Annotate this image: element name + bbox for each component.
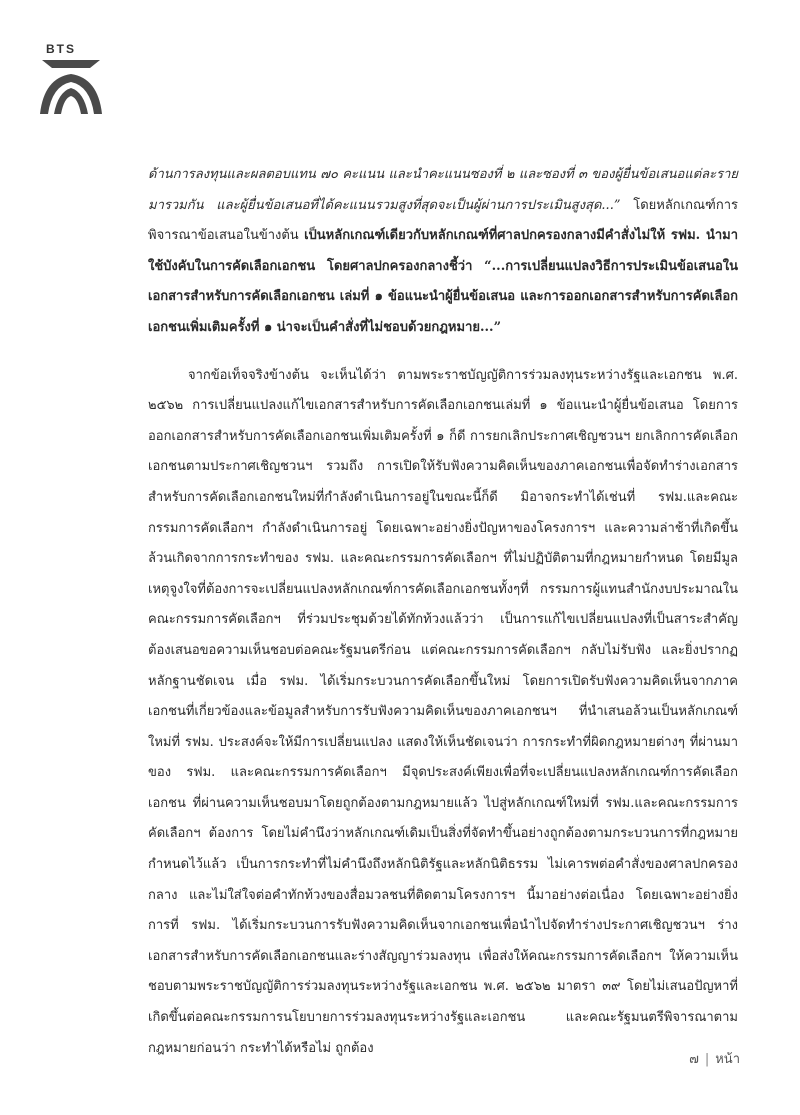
bts-emblem-icon bbox=[38, 56, 104, 118]
page-footer bbox=[689, 1048, 740, 1069]
page-number: ๗ bbox=[689, 1052, 699, 1067]
footer-separator: | bbox=[704, 1052, 710, 1067]
page-label: หน้า bbox=[715, 1052, 740, 1067]
document-body bbox=[148, 160, 738, 1064]
bold-court-statement: เป็นหลักเกณฑ์เดียวกับหลักเกณฑ์ที่ศาลปกครองกลางมีคำสั่งไม่ให้ รฟม. นำมาใช้บังคับในการคัดเลือกเอกชน โดยศาลปกครองกลางชี้ว่า “...การเปลี่ยนแปลงวิธีการประเมินข้อเสนอในเอกสารสำหรับการคัดเลือกเอกชน เล่มที่ ๑ ข้อแนะนำผู้ยื่นข้อเสนอ และการออกเอกสารสำหรับการคัดเลือกเอกชนเพิ่มเติมครั้งที่ ๑ น่าจะเป็นคำสั่งที่ไม่ชอบด้วยกฎหมาย...” bbox=[148, 228, 739, 335]
logo-text: BTS bbox=[46, 42, 76, 56]
quote-paragraph bbox=[148, 160, 738, 344]
quote-intro-text: โดยหลักเกณฑ์การพิจารณาข้อเสนอในข้างต้น bbox=[148, 197, 738, 244]
italic-quote: ด้านการลงทุนและผลตอบแทน ๗๐ คะแนน และนำคะแนนซองที่ ๒ และซองที่ ๓ ของผู้ยื่นข้อเสนอแต่ละรายมารวมกัน และผู้ยื่นข้อเสนอที่ได้คะแนนรวมสูงที่สุดจะเป็นผู้ผ่านการประเมินสูงสุด...” bbox=[148, 167, 738, 213]
body-paragraph: จากข้อเท็จจริงข้างต้น จะเห็นได้ว่า ตามพระราชบัญญัติการร่วมลงทุนระหว่างรัฐและเอกชน พ.ศ. ๒๕๖๒ การเปลี่ยนแปลงแก้ไขเอกสารสำหรับการคัดเลือกเอกชนเล่มที่ ๑ ข้อแนะนำผู้ยื่นข้อเสนอ โดยการออกเอกสารสำหรับการคัดเลือกเอกชนเพิ่มเติมครั้งที่ ๑ ก็ดี การยกเลิกประกาศเชิญชวนฯ ยกเลิกการคัดเลือกเอกชนตามประกาศเชิญชวนฯ รวมถึง การเปิดให้รับฟังความคิดเห็นของภาคเอกชนเพื่อจัดทำร่างเอกสารสำหรับการคัดเลือกเอกชนใหม่ที่กำลังดำเนินการอยู่ในขณะนี้ก็ดี มิอาจกระทำได้เช่นที่ รฟม.และคณะกรรมการคัดเลือกฯ กำลังดำเนินการอยู่ โดยเฉพาะอย่างยิ่งปัญหาของโครงการฯ และความล่าช้าที่เกิดขึ้น ล้วนเกิดจากการกระทำของ รฟม. และคณะกรรมการคัดเลือกฯ ที่ไม่ปฏิบัติตามที่กฎหมายกำหนด โดยมีมูลเหตุจูงใจที่ต้องการจะเปลี่ยนแปลงหลักเกณฑ์การคัดเลือกเอกชนทั้งๆที่ กรรมการผู้แทนสำนักงบประมาณในคณะกรรมการคัดเลือกฯ ที่ร่วมประชุมด้วยได้ทักท้วงแล้วว่า เป็นการแก้ไขเปลี่ยนแปลงที่เป็นสาระสำคัญ ต้องเสนอขอความเห็นชอบต่อคณะรัฐมนตรีก่อน แต่คณะกรรมการคัดเลือกฯ กลับไม่รับฟัง และยิ่งปรากฏหลักฐานชัดเจน เมื่อ รฟม. ได้เริ่มกระบวนการคัดเลือกขึ้นใหม่ โดยการเปิดรับฟังความคิดเห็นจากภาคเอกชนที่เกี่ยวข้องและข้อมูลสำหรับการรับฟังความคิดเห็นของภาคเอกชนฯ ที่นำเสนอล้วนเป็นหลักเกณฑ์ใหม่ที่ รฟม. ประสงค์จะให้มีการเปลี่ยนแปลง แสดงให้เห็นชัดเจนว่า การกระทำที่ผิดกฎหมายต่างๆ ที่ผ่านมาของ รฟม. และคณะกรรมการคัดเลือกฯ มีจุดประสงค์เพียงเพื่อที่จะเปลี่ยนแปลงหลักเกณฑ์การคัดเลือกเอกชน ที่ผ่านความเห็นชอบมาโดยถูกต้องตามกฎหมายแล้ว ไปสู่หลักเกณฑ์ใหม่ที่ รฟม.และคณะกรรมการคัดเลือกฯ ต้องการ โดยไม่คำนึงว่าหลักเกณฑ์เดิมเป็นสิ่งที่จัดทำขึ้นอย่างถูกต้องตามกระบวนการที่กฎหมายกำหนดไว้แล้ว เป็นการกระทำที่ไม่คำนึงถึงหลักนิติรัฐและหลักนิติธรรม ไม่เคารพต่อคำสั่งของศาลปกครองกลาง และไม่ใส่ใจต่อคำทักท้วงของสื่อมวลชนที่ติดตามโครงการฯ นี้มาอย่างต่อเนื่อง โดยเฉพาะอย่างยิ่ง การที่ รฟม. ได้เริ่มกระบวนการรับฟังความคิดเห็นจากเอกชนเพื่อนำไปจัดทำร่างประกาศเชิญชวนฯ ร่างเอกสารสำหรับการคัดเลือกเอกชนและร่างสัญญาร่วมลงทุน เพื่อส่งให้คณะกรรมการคัดเลือกฯ ให้ความเห็นชอบตามพระราชบัญญัติการร่วมลงทุนระหว่างรัฐและเอกชน พ.ศ. ๒๕๖๒ มาตรา ๓๙ โดยไม่เสนอปัญหาที่เกิดขึ้นต่อคณะกรรมการนโยบายการร่วมลงทุนระหว่างรัฐและเอกชน และคณะรัฐมนตรีพิจารณาตามกฎหมายก่อนว่า กระทำได้หรือไม่ ถูกต้อง bbox=[148, 367, 738, 1056]
bts-logo bbox=[38, 42, 108, 122]
